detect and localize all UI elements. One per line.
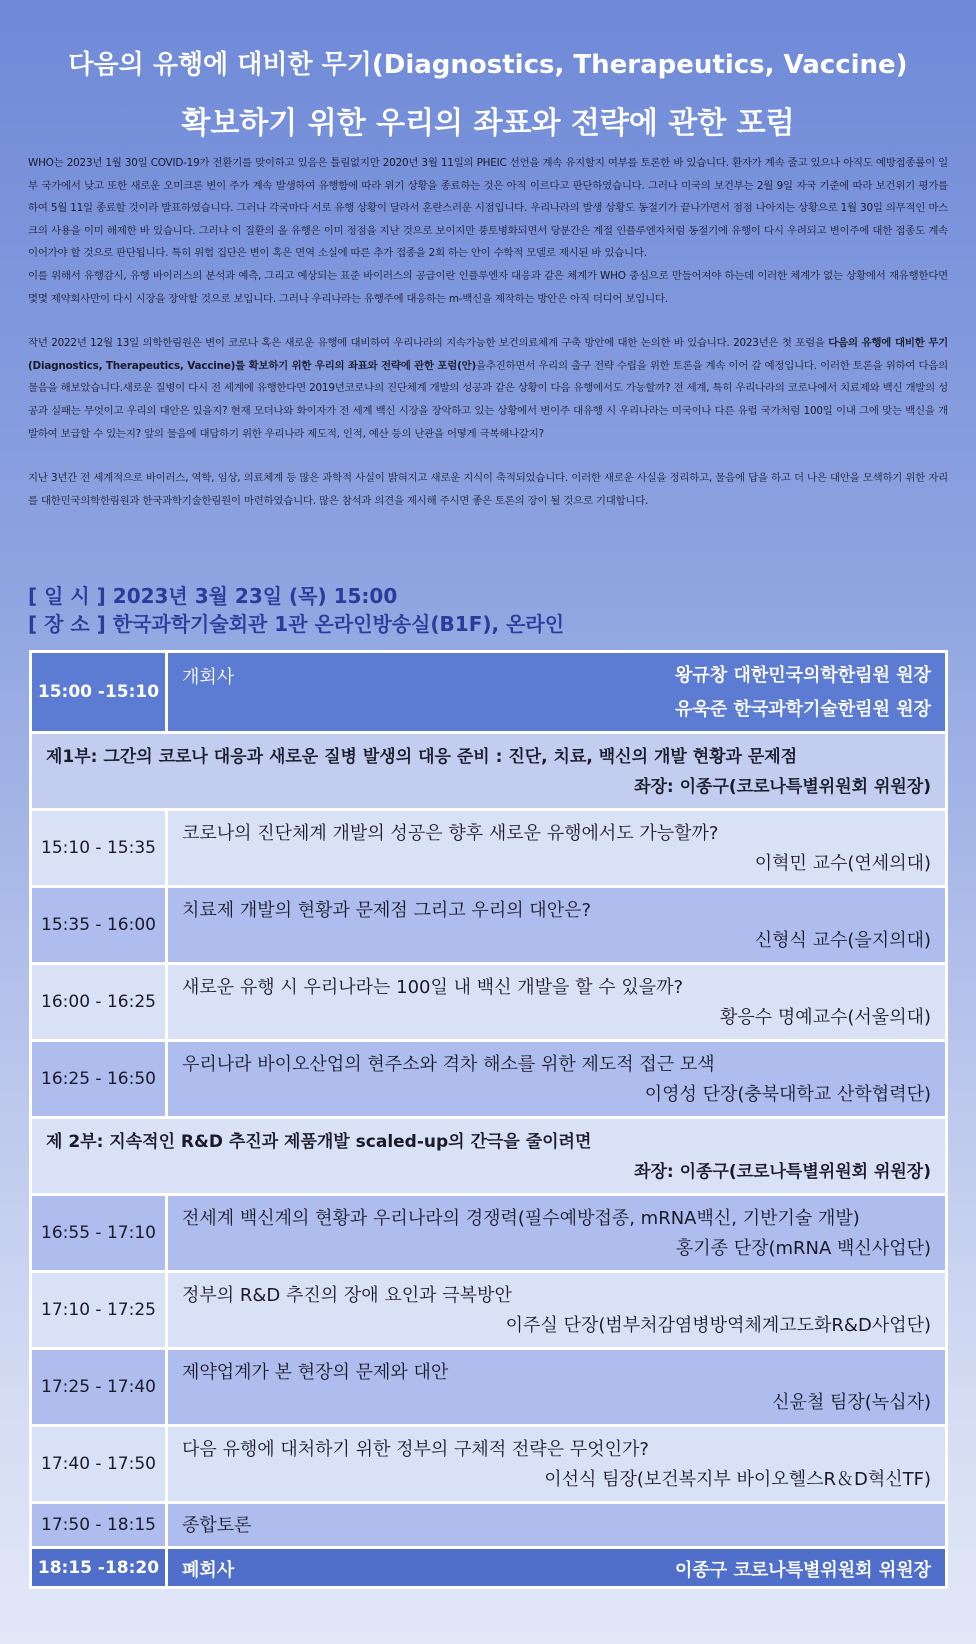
talk-time: 15:10 - 15:35 (31, 810, 167, 887)
talk-topic: 정부의 R&D 추진의 장애 요인과 극복방안 (182, 1285, 512, 1306)
talk-time: 17:40 - 17:50 (31, 1426, 167, 1503)
table-row (31, 1426, 947, 1503)
discussion-row (31, 1503, 947, 1548)
forum-title-bold: 다음의 유행에 대비한 무기(Diagnostics, Therapeutics, Vaccine)를 확보하기 위한 우리의 좌표와 전략에 관한 포럼(안) (28, 337, 948, 372)
closing-row (31, 1548, 947, 1588)
table-row (31, 964, 947, 1041)
opening-time: 15:00 -15:10 (31, 652, 167, 733)
talk-topic: 새로운 유행 시 우리나라는 100일 내 백신 개발을 할 수 있을까? (182, 977, 684, 998)
closing-speaker: 이종구 코로나특별위원회 위원장 (675, 1559, 931, 1581)
talk-time: 17:10 - 17:25 (31, 1272, 167, 1349)
session-1-header (31, 733, 947, 810)
discussion-label: 종합토론 (182, 1515, 252, 1536)
talk-topic: 제약업계가 본 현장의 문제와 대안 (182, 1362, 449, 1383)
talk-speaker: 이혁민 교수(연세의대) (754, 853, 931, 874)
closing-time: 18:15 -18:20 (31, 1548, 167, 1588)
session-2-title: 제 2부: 지속적인 R&D 추진과 제품개발 scaled-up의 간극을 줄이려면 (46, 1132, 592, 1152)
session-1-chair: 좌장: 이종구(코로나특별위원회 위원장) (634, 777, 931, 797)
talk-speaker: 신윤철 팀장(녹십자) (772, 1392, 931, 1413)
talk-time: 16:00 - 16:25 (31, 964, 167, 1041)
table-row (31, 1349, 947, 1426)
table-row (31, 887, 947, 964)
title-line-2: 확보하기 위한 우리의 좌표와 전략에 관한 포럼 (181, 106, 795, 141)
intro-paragraph-2: 이를 위해서 유행감시, 유행 바이러스의 분석과 예측, 그리고 예상되는 표준 바이러스의 공급이란 인플루엔자 대응과 같은 체계가 WHO 중심으로 만들어져야 하는데 이러한 체계가 없는 상황에서 재유행한다면 몇몇 제약회사만이 다시 시장을 장악할 것으로 보입니다. 그러나 우리나라는 유행주에 대응하는 m-백신을 제작하는 방안은 아직 더디어 보입니다. (28, 269, 948, 305)
table-row (31, 1195, 947, 1272)
intro-paragraph-1: WHO는 2023년 1월 30일 COVID-19가 전환기를 맞이하고 있음은 틀림없지만 2020년 3월 11일의 PHEIC 선언을 계속 유지할지 여부를 토론한 바 있습니다. 환자가 계속 줄고 있으나 아직도 예방접종률이 일부 국가에서 낮고 또한 새로운 오미크론 변이 주가 계속 발생하여 유행함에 따라 위기 상황을 종료하는 것은 아직 이르다고 판단하였습니다. 그러나 미국의 보건부는 2월 9일 자국 기준에 따라 보건위기 평가를 하여 5월 11일 종료할 것이라 발표하였습니다. 그러나 각국마다 서로 유행 상황이 달라서 혼란스러운 시점입니다. 우리나라의 발생 상황도 동절기가 끝나가면서 점점 나아지는 상황으로 1월 30일 의무적인 마스크의 사용을 이미 해제한 바 있습니다. 그러나 이 질환의 올 유행은 이미 정점을 지난 것으로 보이지만 풍토병화되면서 당분간은 계절 인플루엔자처럼 동절기에 유행이 다시 우려되고 변이주에 대한 접종도 계속 이어가야 할 것으로 판단됩니다. 특히 위험 집단은 변이 혹은 면역 소실에 따른 추가 접종을 2회 하는 안이 수학적 모델로 제시된 바 있습니다. (28, 157, 948, 260)
talk-time: 16:55 - 17:10 (31, 1195, 167, 1272)
talk-topic: 치료제 개발의 현황과 문제점 그리고 우리의 대안은? (182, 900, 592, 921)
table-row (31, 1041, 947, 1118)
talk-topic: 전세계 백신계의 현황과 우리나라의 경쟁력(필수예방접종, mRNA백신, 기반기술 개발) (182, 1208, 860, 1229)
opening-speaker-1: 왕규창 대한민국의학한림원 원장 (675, 665, 931, 686)
intro-text (28, 152, 948, 512)
talk-time: 15:35 - 16:00 (31, 887, 167, 964)
intro-paragraph-3 (28, 332, 948, 445)
event-date: [ 일 시 ] 2023년 3월 23일 (목) 15:00 (28, 584, 398, 608)
talk-speaker: 홍기종 단장(mRNA 백신사업단) (675, 1238, 931, 1259)
title-line-1: 다음의 유행에 대비한 무기(Diagnostics, Therapeutics, Vaccine) (68, 50, 908, 80)
opening-row (31, 652, 947, 733)
talk-time: 17:25 - 17:40 (31, 1349, 167, 1426)
talk-time: 16:25 - 16:50 (31, 1041, 167, 1118)
talk-speaker: 이영성 단장(충북대학교 산학협력단) (644, 1084, 931, 1105)
talk-topic: 다음 유행에 대처하기 위한 정부의 구체적 전략은 무엇인가? (182, 1439, 649, 1460)
talk-topic: 우리나라 바이오산업의 현주소와 격차 해소를 위한 제도적 접근 모색 (182, 1054, 715, 1075)
talk-speaker: 이주실 단장(범부처감염병방역체계고도화R&D사업단) (505, 1315, 931, 1336)
table-row (31, 810, 947, 887)
talk-speaker: 이선식 팀장(보건복지부 바이오헬스R＆D혁신TF) (544, 1469, 931, 1490)
session-2-header (31, 1118, 947, 1195)
event-place: [ 장 소 ] 한국과학기술회관 1관 온라인방송실(B1F), 온라인 (28, 612, 565, 636)
session-1-title: 제1부: 그간의 코로나 대응과 새로운 질병 발생의 대응 준비 : 진단, 치료, 백신의 개발 현황과 문제점 (46, 747, 798, 767)
intro-paragraph-3a: 작년 2022년 12월 13일 의학한림원은 변이 코로나 혹은 새로운 유행에 대비하여 우리나라의 지속가능한 보건의료체계 구축 방안에 대한 논의한 바 있습니다. 2023년은 첫 포럼을 (28, 337, 829, 350)
talk-topic: 코로나의 진단체계 개발의 성공은 향후 새로운 유행에서도 가능할까? (182, 823, 719, 844)
table-row (31, 1272, 947, 1349)
closing-label: 폐회사 (182, 1559, 235, 1581)
session-2-chair: 좌장: 이종구(코로나특별위원회 위원장) (634, 1162, 931, 1182)
intro-paragraph-3c: 을추진하면서 우리의 출구 전략 수립을 위한 토론을 계속 이어 갈 예정입니다. 이러한 토론을 위하여 다음의 물음을 해보았습니다.새로운 질병이 다시 전 세계에 유행한다면 2019년코로나의 진단체계 개발의 성공과 같은 상황이 다음 유행에서도 가능할까? 전 세계, 특히 우리나라의 코로나에서 치료제와 백신 개발의 성공과 실패는 무엇이고 우리의 대안은 있을지? 현재 모더나와 화이자가 전 세계 백신 시장을 장악하고 있는 상황에서 변이주 대유행 시 우리나라는 미국이나 다른 유럽 국가처럼 100일 이내 그에 맞는 백신을 개발하여 보급할 수 있는지? 앞의 물음에 대답하기 위한 우리나라 제도적, 인적, 예산 등의 난관을 어떻게 극복해나갈지? (28, 359, 948, 440)
opening-label: 개회사 (182, 667, 235, 688)
intro-paragraph-4: 지난 3년간 전 세계적으로 바이러스, 역학, 임상, 의료체계 등 많은 과학적 사실이 밝혀지고 새로운 지식이 축적되었습니다. 이러한 새로운 사실을 정리하고, 물음에 답을 하고 더 나은 대안을 모색하기 위한 자리를 대한민국의학한림원과 한국과학기술한림원이 마련하였습니다. 많은 참석과 의견을 제시해 주시면 좋은 토론의 장이 될 것으로 기대합니다. (28, 472, 948, 507)
schedule-table (29, 650, 948, 1589)
talk-speaker: 신형식 교수(을지의대) (754, 930, 931, 951)
event-info (28, 582, 564, 638)
discussion-time: 17:50 - 18:15 (31, 1503, 167, 1548)
talk-speaker: 황응수 명예교수(서울의대) (719, 1007, 931, 1028)
opening-speaker-2: 유욱준 한국과학기술한림원 원장 (675, 699, 931, 720)
